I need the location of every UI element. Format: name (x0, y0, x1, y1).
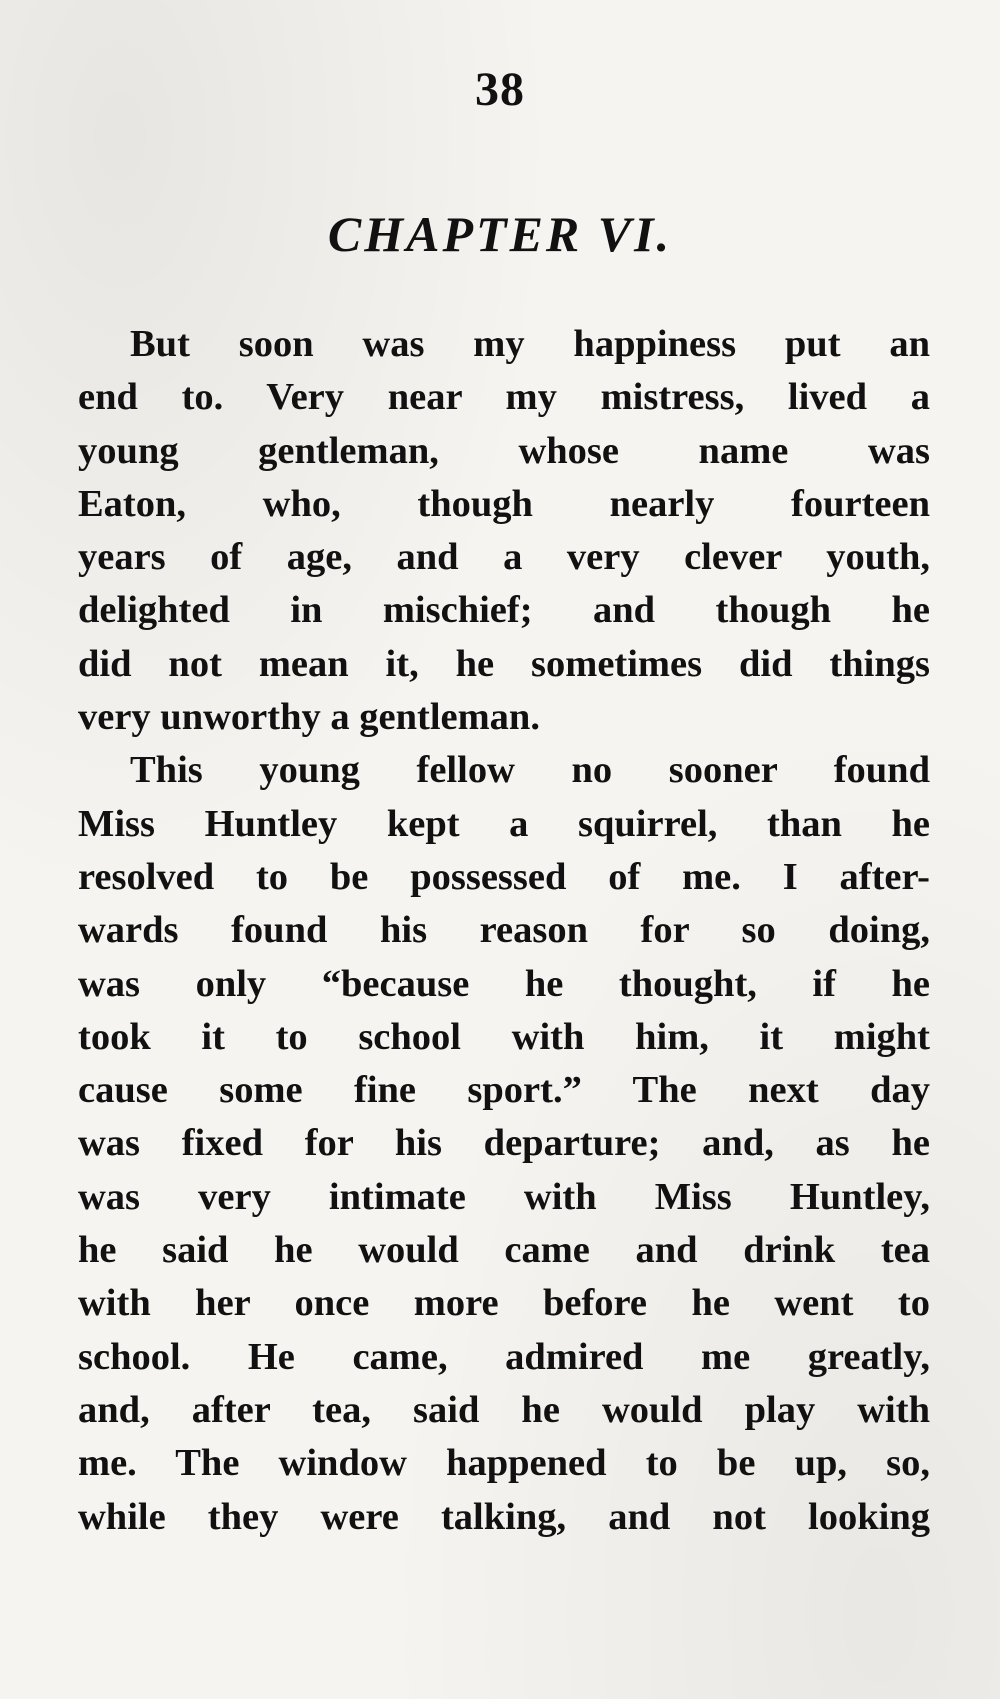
text-line: cause some fine sport.” The next day (78, 1069, 930, 1112)
text-line: took it to school with him, it might (78, 1015, 930, 1058)
text-line: end to. Very near my mistress, lived a (78, 376, 930, 419)
text-line: and, after tea, said he would play with (78, 1388, 930, 1431)
text-line: very unworthy a gentleman. (78, 696, 540, 739)
text-line: young gentleman, whose name was (78, 429, 930, 472)
text-line: years of age, and a very clever youth, (78, 536, 930, 579)
text-line: This young fellow no sooner found (130, 749, 930, 792)
text-line: wards found his reason for so doing, (78, 909, 930, 952)
text-line: me. The window happened to be up, so, (78, 1442, 930, 1485)
text-line: was only “because he thought, if he (78, 962, 930, 1005)
text-line: was very intimate with Miss Huntley, (78, 1175, 930, 1218)
text-line: school. He came, admired me greatly, (78, 1335, 930, 1378)
text-line: with her once more before he went to (78, 1282, 930, 1325)
text-line: Miss Huntley kept a squirrel, than he (78, 802, 930, 845)
text-line: was fixed for his departure; and, as he (78, 1122, 930, 1165)
text-line: But soon was my happiness put an (130, 323, 930, 365)
body-text (78, 318, 930, 1544)
text-line: delighted in mischief; and though he (78, 589, 930, 632)
chapter-title: CHAPTER VI. (327, 206, 673, 262)
text-line: while they were talking, and not looking (78, 1495, 930, 1538)
text-line: resolved to be possessed of me. I after- (78, 855, 930, 898)
text-line: Eaton, who, though nearly fourteen (78, 482, 930, 525)
page-number: 38 (475, 63, 525, 116)
text-line: did not mean it, he sometimes did things (78, 642, 930, 685)
text-line: he said he would came and drink tea (78, 1229, 930, 1272)
